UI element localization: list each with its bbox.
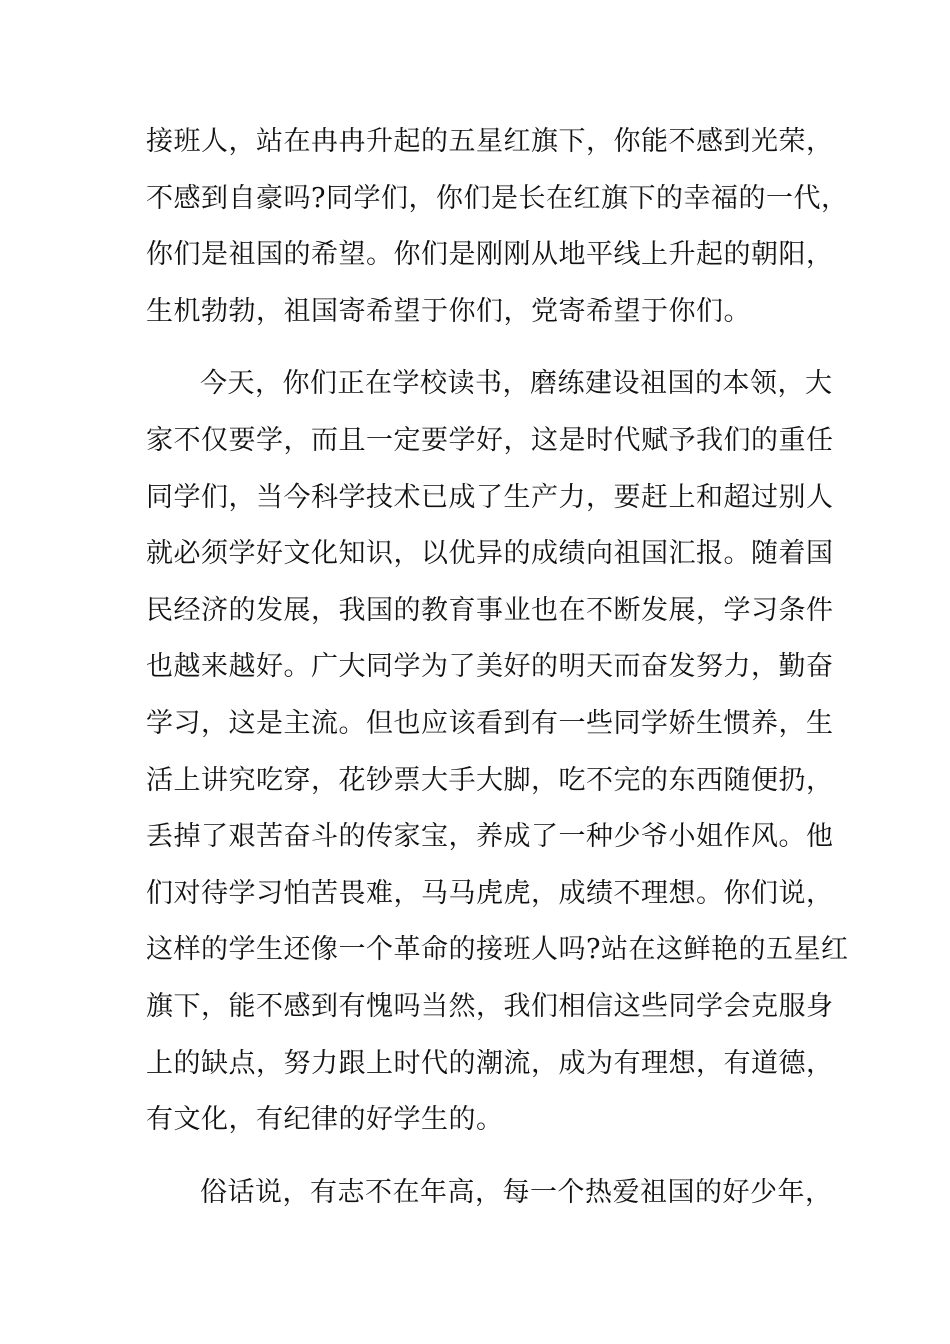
text-line: 旗下，能不感到有愧吗当然，我们相信这些同学会克服身 — [146, 990, 834, 1022]
text-line: 民经济的发展，我国的教育事业也在不断发展，学习条件 — [146, 594, 834, 626]
text-line: 俗话说，有志不在年高，每一个热爱祖国的好少年， — [200, 1176, 833, 1208]
text-line: 这样的学生还像一个革命的接班人吗?站在这鲜艳的五星红 — [146, 934, 849, 966]
paragraph-3 — [146, 1173, 833, 1230]
document-body — [146, 122, 849, 1229]
paragraph-2 — [146, 364, 849, 1156]
text-line: 们对待学习怕苦畏难，马马虎虎，成绩不理想。你们说， — [146, 877, 834, 909]
text-line: 有文化，有纪律的好学生的。 — [146, 1104, 504, 1136]
text-line: 也越来越好。广大同学为了美好的明天而奋发努力，勤奋 — [146, 651, 834, 683]
paragraph-gap — [146, 348, 816, 364]
text-line: 学习，这是主流。但也应该看到有一些同学娇生惯养，生 — [146, 707, 834, 739]
text-line: 就必须学好文化知识，以优异的成绩向祖国汇报。随着国 — [146, 538, 834, 570]
text-line: 生机勃勃，祖国寄希望于你们，党寄希望于你们。 — [146, 295, 751, 327]
text-line: 今天，你们正在学校读书，磨练建设祖国的本领，大 — [200, 368, 833, 400]
paragraph-gap — [146, 1157, 816, 1173]
text-line: 家不仅要学，而且一定要学好，这是时代赋予我们的重任 — [146, 424, 834, 456]
text-line: 不感到自豪吗?同学们，你们是长在红旗下的幸福的一代， — [146, 182, 849, 214]
text-line: 上的缺点，努力跟上时代的潮流，成为有理想，有道德， — [146, 1047, 834, 1079]
text-line: 接班人，站在冉冉升起的五星红旗下，你能不感到光荣， — [146, 126, 834, 157]
text-line: 活上讲究吃穿，花钞票大手大脚，吃不完的东西随便扔， — [146, 764, 834, 796]
paragraph-1 — [146, 122, 849, 348]
text-line: 同学们，当今科学技术已成了生产力，要赶上和超过别人 — [146, 481, 834, 513]
text-line: 你们是祖国的希望。你们是刚刚从地平线上升起的朝阳， — [146, 239, 834, 271]
text-line: 丢掉了艰苦奋斗的传家宝，养成了一种少爷小姐作风。他 — [146, 821, 834, 853]
